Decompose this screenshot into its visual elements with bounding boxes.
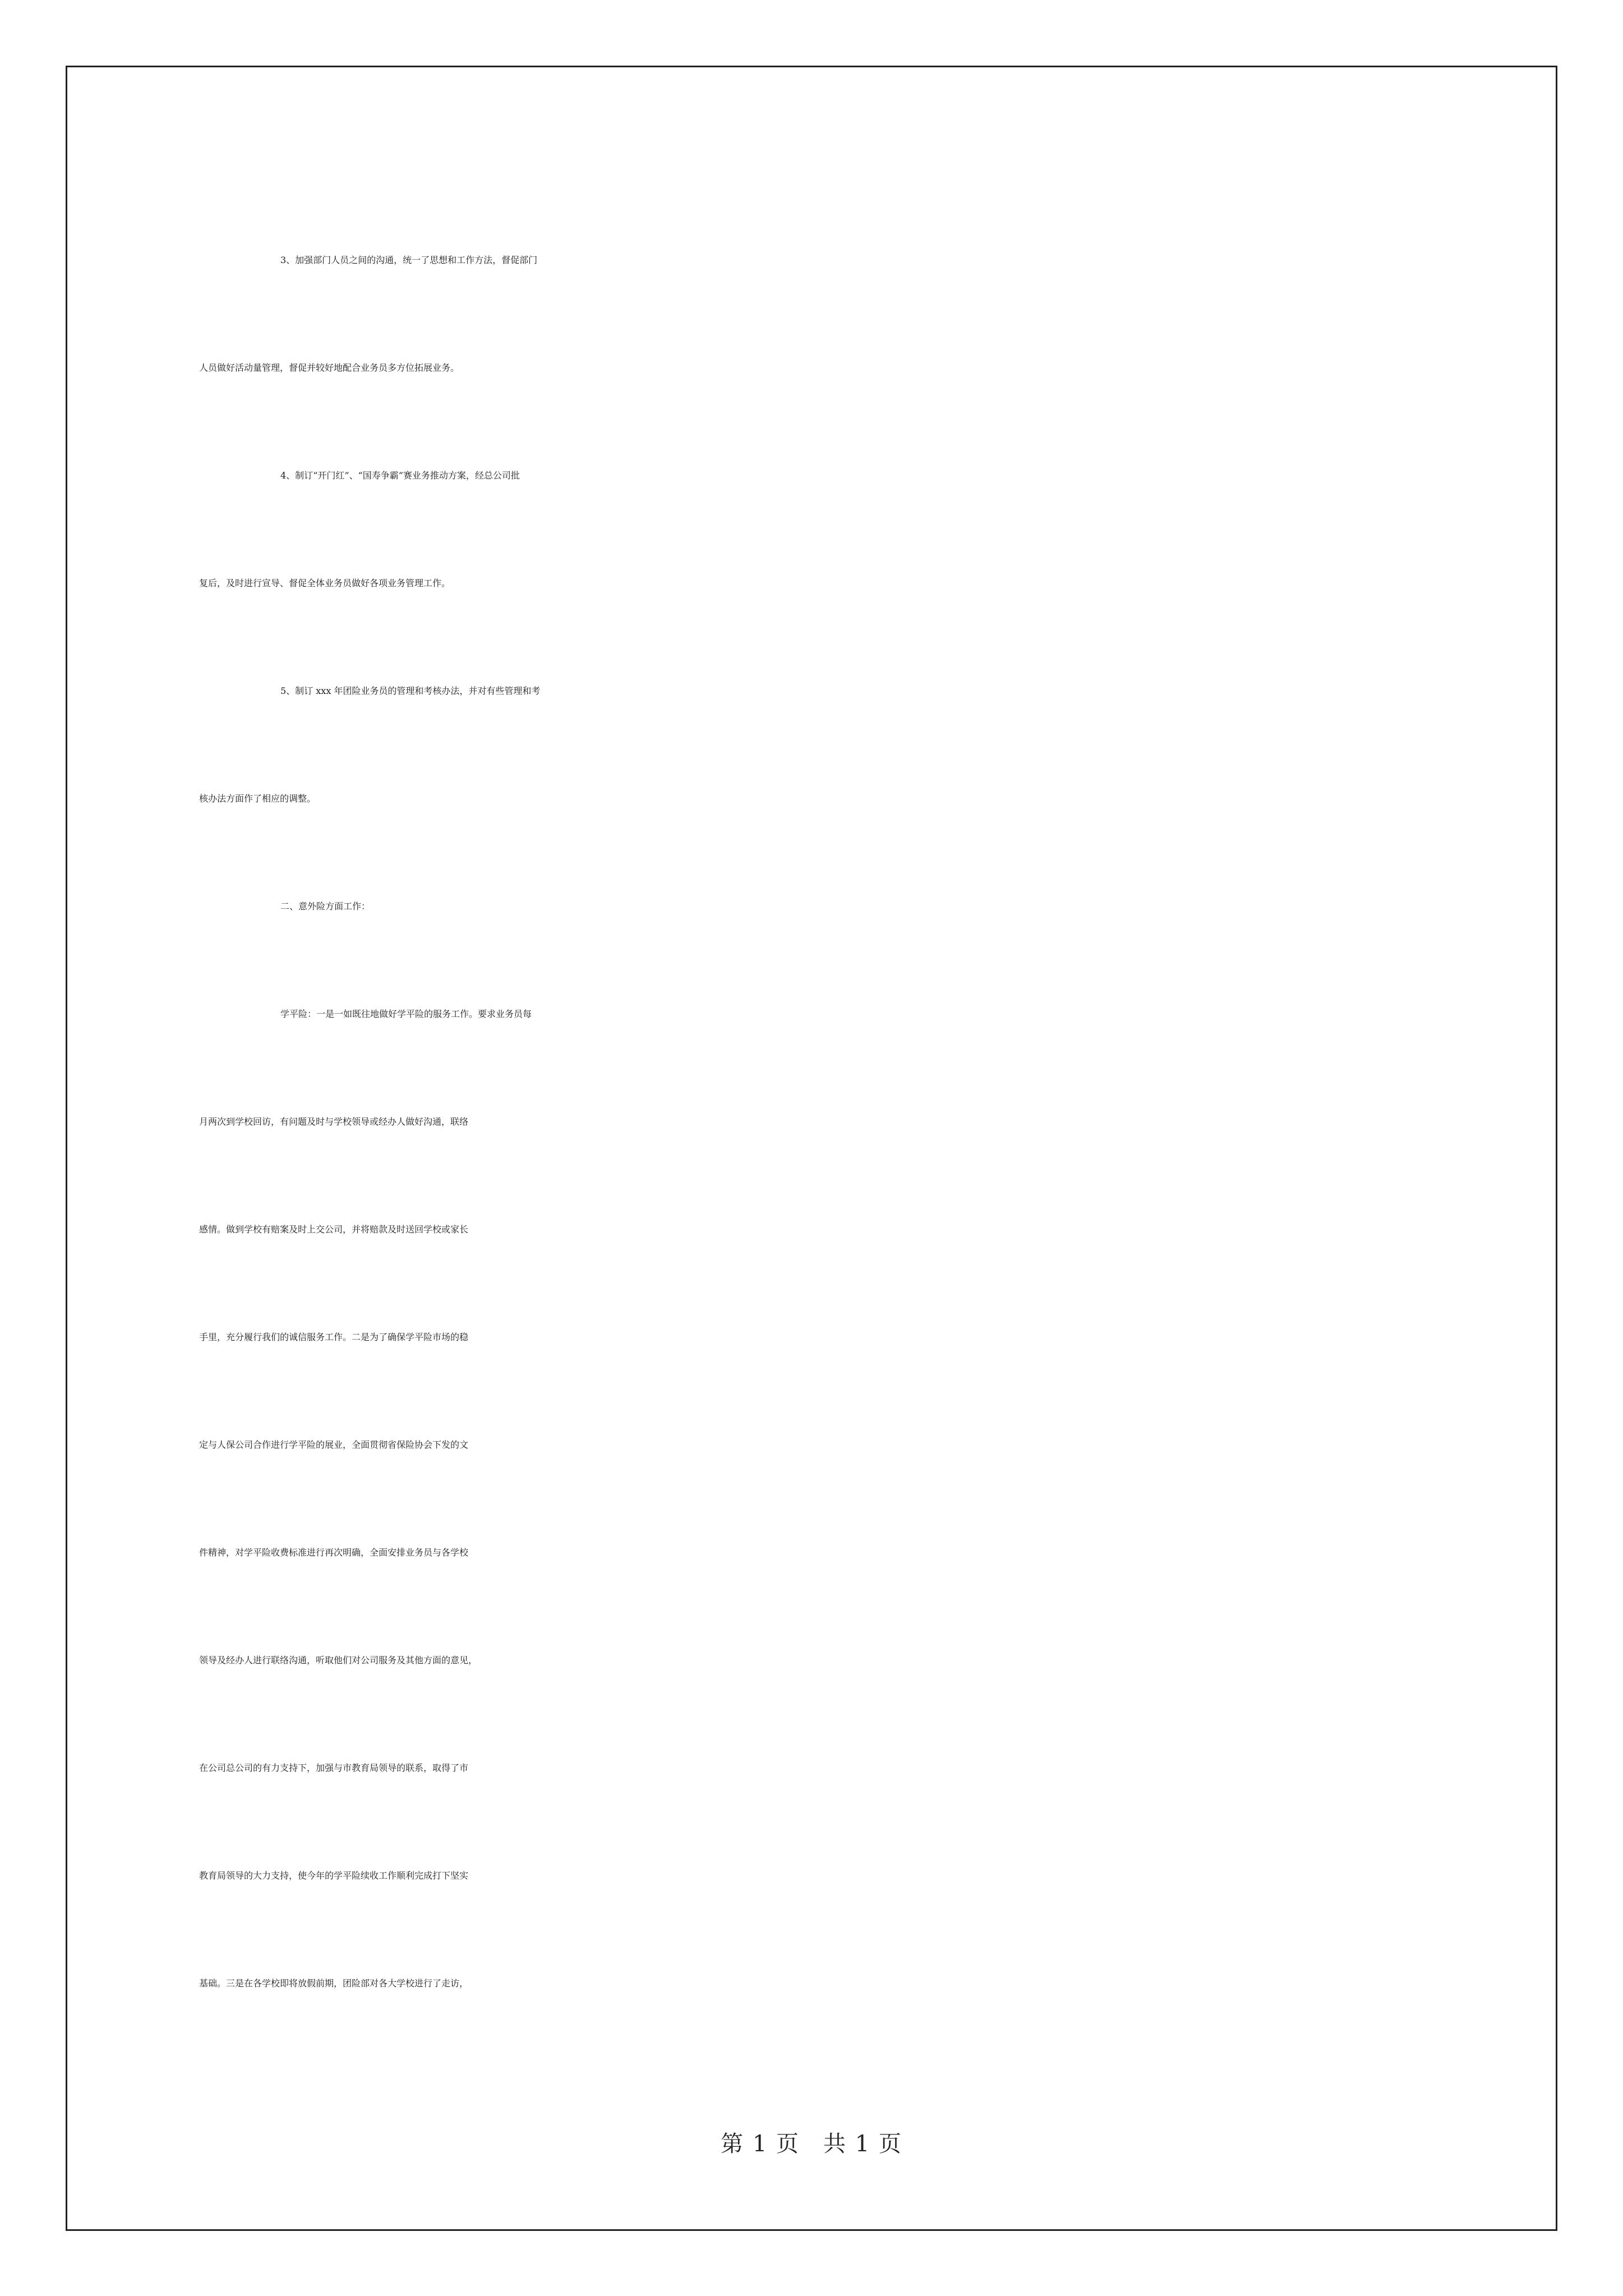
text-line: 教育局领导的大力支持，使今年的学平险续收工作顺利完成打下坚实: [199, 1870, 469, 1881]
paragraph-5: [199, 960, 1433, 2037]
heading-text: 二、意外险方面工作：: [280, 901, 371, 912]
paragraph-3: [199, 637, 1433, 853]
text-line: 4、制订“开门红”、“国寿争霸”赛业务推动方案，经总公司批: [280, 470, 520, 481]
text-line: 感情。做到学校有赔案及时上交公司，并将赔款及时送回学校或家长: [199, 1224, 469, 1235]
document-body: [199, 206, 1433, 2037]
text-line: 月两次到学校回访，有问题及时与学校领导或经办人做好沟通，联络: [199, 1116, 469, 1127]
text-line: 人员做好活动量管理，督促并较好地配合业务员多方位拓展业务。: [199, 362, 460, 373]
text-line: 定与人保公司合作进行学平险的展业，全面贯彻省保险协会下发的文: [199, 1439, 469, 1450]
text-line: 件精神，对学平险收费标准进行再次明确，全面安排业务员与各学校: [199, 1547, 469, 1558]
text-line: 3、加强部门人员之间的沟通，统一了思想和工作方法，督促部门: [280, 255, 538, 265]
section-heading: [199, 853, 1433, 960]
text-line: 手里，充分履行我们的诚信服务工作。二是为了确保学平险市场的稳: [199, 1332, 469, 1342]
text-line: 在公司总公司的有力支持下，加强与市教育局领导的联系，取得了市: [199, 1763, 469, 1773]
text-line: 复后，及时进行宣导、督促全体业务员做好各项业务管理工作。: [199, 578, 451, 588]
text-line: 领导及经办人进行联络沟通，听取他们对公司服务及其他方面的意见，: [199, 1655, 478, 1665]
paragraph-1: [199, 206, 1433, 422]
text-line: 基础。三是在各学校即将放假前期，团险部对各大学校进行了走访，: [199, 1978, 469, 1989]
text-line: 核办法方面作了相应的调整。: [199, 793, 316, 804]
text-line: 学平险：一是一如既往地做好学平险的服务工作。要求业务员每: [280, 1009, 532, 1019]
text-line: 5、制订 xxx 年团险业务员的管理和考核办法，并对有些管理和考: [280, 685, 541, 696]
page-number-footer: 第 1 页 共 1 页: [721, 2131, 902, 2157]
paragraph-2: [199, 422, 1433, 637]
